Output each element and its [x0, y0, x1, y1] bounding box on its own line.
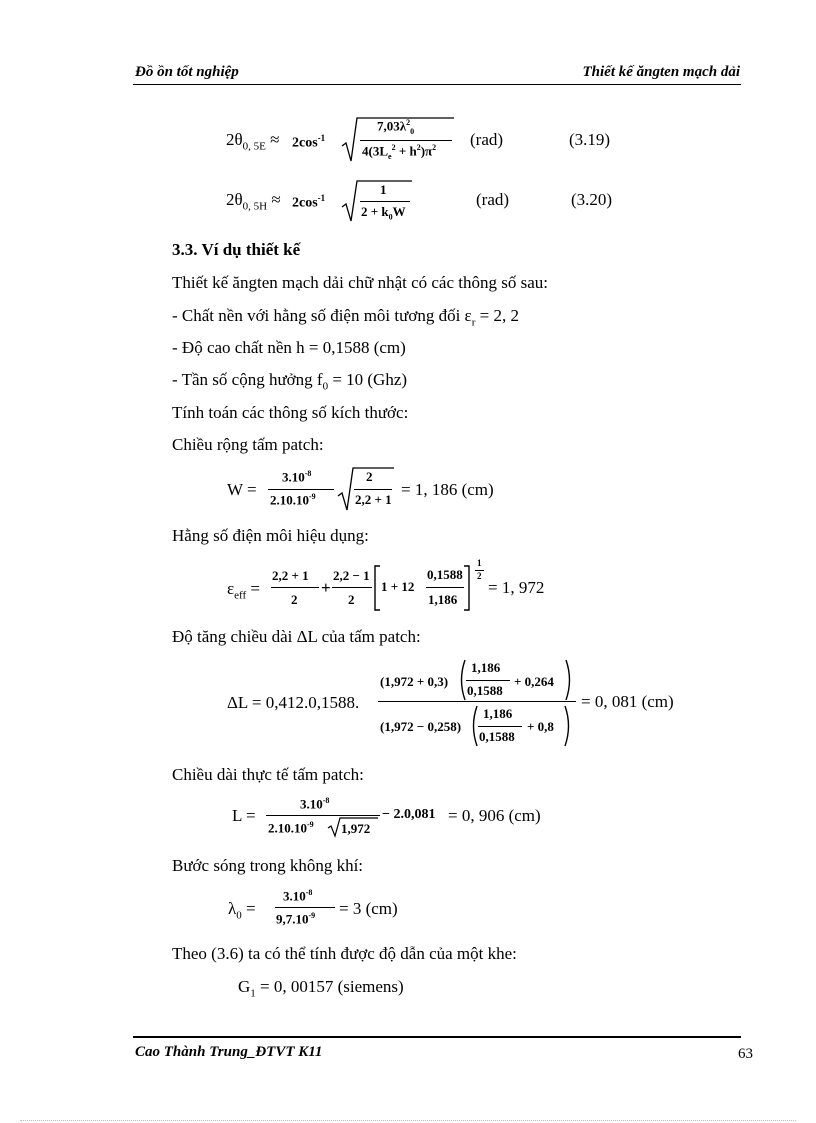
- eq319-fraction-line: [360, 140, 452, 141]
- eq320-num: 1: [380, 182, 387, 197]
- eff-f1-den: 2: [291, 592, 298, 607]
- param-permittivity: - Chất nền với hằng số điện môi tương đối $\varepsilon_r = 2$, 2: [172, 306, 519, 329]
- width-result: = 1, 186 (cm): [401, 480, 494, 499]
- length-num: $3.10^{-8}$: [300, 796, 330, 812]
- width-den: $2.10.10^{-9}$: [270, 492, 316, 508]
- lambda-den: $9,7.10^{-9}$: [276, 911, 316, 927]
- eq320-number: (3.20): [571, 190, 613, 209]
- deltaL-bot-fd: 0,1588: [479, 729, 515, 744]
- deltaL-result: = 0, 081 (cm): [581, 692, 674, 711]
- deltaL-lhs: ΔL = 0,412.0,1588.: [227, 693, 360, 712]
- deltaL-top-b: + 0,264: [514, 674, 554, 689]
- eq319-den: $4(3L_e^2 + h^2)\pi^2$: [362, 143, 437, 161]
- eq319-unit: (rad): [470, 130, 504, 149]
- header-left: Đồ ồn tốt nghiệp: [135, 64, 239, 80]
- width-lhs: W =: [227, 480, 257, 499]
- deltaL-bot-fline: [478, 726, 522, 727]
- deltaL-top-a: (1,972 + 0,3): [380, 674, 449, 689]
- lambda-lhs: $\lambda_0$ =: [228, 899, 256, 922]
- eq320-unit: (rad): [476, 190, 510, 209]
- eq319-number: (3.19): [569, 130, 611, 149]
- deltaL-bot-fn: 1,186: [483, 706, 513, 721]
- page-number: 63: [738, 1046, 753, 1062]
- section-title: 3.3. Ví dụ thiết kế: [172, 240, 301, 259]
- width-sqrt-line: [354, 489, 392, 490]
- eq319-func: $2\cos^{-1}$: [292, 133, 326, 151]
- eff-lhs: $\varepsilon_{eff}$ =: [227, 579, 260, 602]
- header-rule: [133, 84, 741, 85]
- eff-f2-num: 2,2 − 1: [333, 568, 370, 583]
- width-sqrt-den: 2,2 + 1: [355, 492, 392, 507]
- eq319-num: $7,03\lambda^2_0$: [377, 118, 415, 136]
- eff-f1-line: [271, 587, 319, 588]
- calc-intro: Tính toán các thông số kích thước:: [172, 403, 409, 422]
- length-label: Chiều dài thực tế tấm patch:: [172, 765, 364, 784]
- conductance-eq: $G_1 = 0$, 00157 (siemens): [238, 977, 404, 1000]
- deltaL-main-line: [378, 701, 576, 702]
- page-bottom-border: [20, 1120, 796, 1121]
- section-intro: Thiết kế ăngten mạch dải chữ nhật có các thông số sau:: [172, 273, 549, 292]
- deltaL-bot-b: + 0,8: [527, 719, 554, 734]
- eff-label: Hằng số điện môi hiệu dụng:: [172, 526, 369, 545]
- deltaL-bot-a: (1,972 − 0,258): [380, 719, 462, 734]
- length-lhs: L =: [232, 806, 256, 825]
- eff-result: = 1, 972: [488, 578, 545, 597]
- width-sqrt-num: 2: [366, 469, 373, 484]
- lambda-label: Bước sóng trong không khí:: [172, 856, 364, 875]
- deltaL-label: Độ tăng chiều dài ΔL của tấm patch:: [172, 627, 421, 646]
- length-minus: − 2.0,081: [382, 807, 436, 822]
- width-fraction-line: [268, 489, 334, 490]
- eff-exp-den: 2: [477, 571, 482, 581]
- eq319-lhs: $2\theta_{0, 5E}$ ≈: [226, 130, 280, 153]
- length-den: $2.10.10^{-9}$: [268, 820, 314, 836]
- eff-f3-den: 1,186: [428, 592, 458, 607]
- length-den-sqrt-val: 1,972: [341, 821, 371, 836]
- conductance-label: Theo (3.6) ta có thể tính được độ dẫn của một khe:: [172, 944, 517, 963]
- eff-inner: 1 + 12: [381, 579, 415, 594]
- eq320-func: $2\cos^{-1}$: [292, 193, 326, 211]
- length-result: = 0, 906 (cm): [448, 806, 541, 825]
- deltaL-top-fline: [466, 680, 510, 681]
- eff-f2-line: [332, 587, 372, 588]
- deltaL-top-fn: 1,186: [471, 660, 501, 675]
- param-height: - Độ cao chất nền h = 0,1588 (cm): [172, 338, 406, 357]
- eff-f3-line: [426, 587, 464, 588]
- eq320-lhs: $2\theta_{0, 5H}$ ≈: [226, 190, 281, 213]
- deltaL-top-fd: 0,1588: [467, 683, 503, 698]
- eff-f3-num: 0,1588: [427, 567, 463, 582]
- footer-rule: [133, 1036, 741, 1038]
- width-num: $3.10^{-8}$: [282, 469, 312, 485]
- eff-plus: +: [321, 578, 331, 597]
- eq320-den: $2 + k_0W$: [361, 204, 406, 222]
- eff-f1-num: 2,2 + 1: [272, 568, 309, 583]
- lambda-fraction-line: [275, 907, 335, 908]
- footer-author: Cao Thành Trung_ĐTVT K11: [135, 1044, 323, 1060]
- eff-exp-num: 1: [477, 558, 482, 568]
- eff-f2-den: 2: [348, 592, 355, 607]
- eq320-fraction-line: [360, 201, 410, 202]
- param-frequency: - Tần số cộng hưởng $f_0 = 10$ (Ghz): [172, 370, 408, 393]
- width-label: Chiều rộng tấm patch:: [172, 435, 324, 454]
- lambda-num: $3.10^{-8}$: [283, 888, 313, 904]
- lambda-result: = 3 (cm): [339, 899, 398, 918]
- header-right: Thiết kế ăngten mạch dải: [582, 64, 740, 80]
